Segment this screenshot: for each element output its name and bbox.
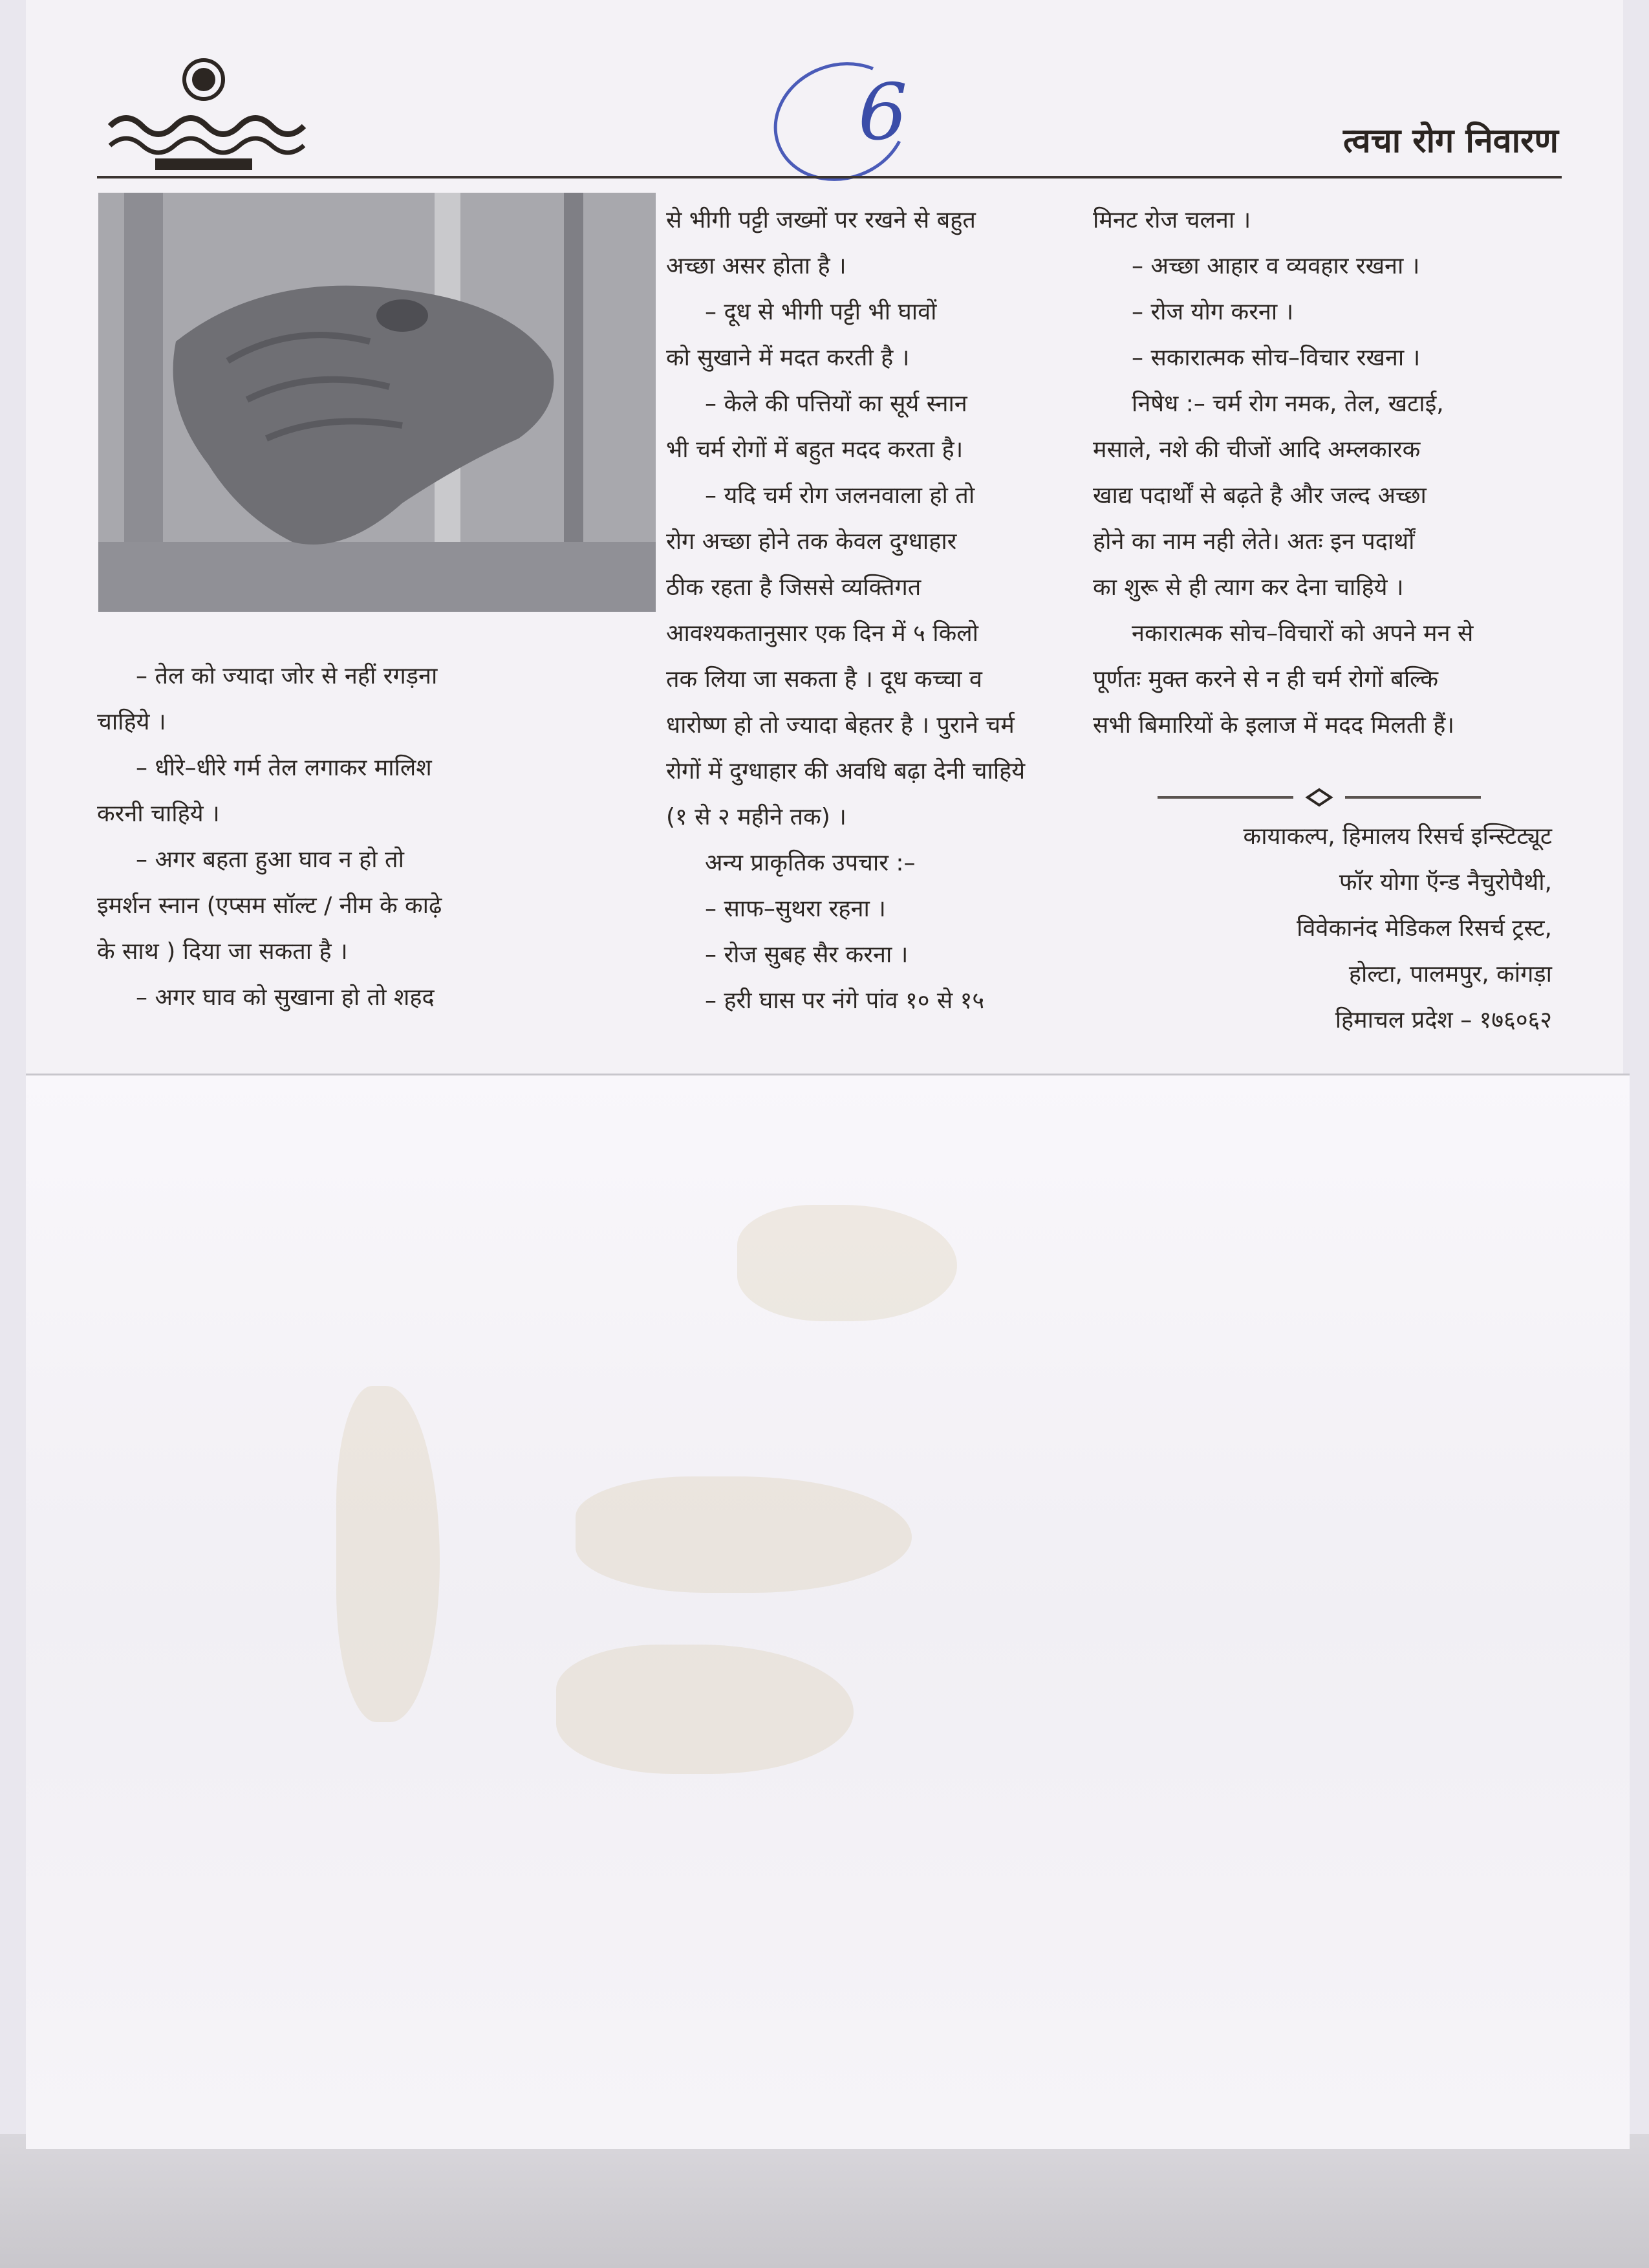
- text-line: रोग अच्छा होने तक केवल दुग्धाहार: [666, 528, 957, 555]
- text-line: रोगों में दुग्धाहार की अवधि बढ़ा देनी चाहिये: [666, 758, 1026, 784]
- article-column-1: [97, 653, 563, 1021]
- paper-stain: [556, 1645, 854, 1774]
- section-title: त्वचा रोग निवारण: [1343, 122, 1558, 160]
- article-column-2: [666, 197, 1061, 1024]
- text-line: को सुखाने में मदत करती है ।: [666, 345, 910, 371]
- hand-photo: [98, 193, 656, 612]
- text-line: – अगर घाव को सुखाना हो तो शहद: [136, 984, 435, 1011]
- blank-lower-sheet: [26, 1074, 1630, 2149]
- paper-stain: [737, 1205, 957, 1321]
- text-line: – हरी घास पर नंगे पांव १० से १५: [705, 988, 985, 1014]
- text-line: – रोज योग करना ।: [1132, 299, 1294, 325]
- text-line: खाद्य पदार्थों से बढ़ते है और जल्द अच्छा: [1093, 482, 1427, 509]
- attribution-line: फॉर योगा ऍन्ड नैचुरोपैथी,: [1339, 869, 1552, 896]
- text-line: आवश्यकतानुसार एक दिन में ५ किलो: [666, 620, 978, 647]
- text-line: मिनट रोज चलना ।: [1093, 207, 1251, 233]
- text-line: – दूध से भीगी पट्टी भी घावों: [705, 299, 937, 325]
- article-column-3: [1093, 197, 1552, 748]
- magazine-logo-icon: [107, 55, 307, 178]
- text-line: पूर्णतः मुक्त करने से न ही चर्म रोगों बल्कि: [1093, 666, 1439, 693]
- text-line: ठीक रहता है जिससे व्यक्तिगत: [666, 574, 921, 601]
- attribution-line: कायाकल्प, हिमालय रिसर्च इन्स्टिट्यूट: [1243, 823, 1552, 850]
- text-line: (१ से २ महीने तक) ।: [666, 804, 846, 830]
- text-line: तक लिया जा सकता है । दूध कच्चा व: [666, 666, 982, 693]
- text-line: के साथ ) दिया जा सकता है ।: [97, 938, 348, 965]
- paper-stain: [576, 1476, 912, 1593]
- text-line: – तेल को ज्यादा जोर से नहीं रगड़ना: [136, 663, 438, 689]
- text-line: अन्य प्राकृतिक उपचार :–: [705, 850, 916, 876]
- text-line: भी चर्म रोगों में बहुत मदद करता है।: [666, 437, 964, 463]
- paper-stain: [336, 1386, 440, 1722]
- text-line: होने का नाम नही लेते। अतः इन पदार्थों: [1093, 528, 1415, 555]
- scanner-bed-edge: [0, 2134, 1649, 2268]
- text-line: – रोज सुबह सैर करना ।: [705, 942, 909, 968]
- diamond-separator-icon: [1158, 788, 1481, 807]
- text-line: इमर्शन स्नान (एप्सम सॉल्ट / नीम के काढ़े: [97, 892, 442, 919]
- text-line: – सकारात्मक सोच–विचार रखना ।: [1132, 345, 1421, 371]
- text-line: – केले की पत्तियों का सूर्य स्नान: [705, 391, 967, 417]
- text-line: करनी चाहिये ।: [97, 801, 220, 827]
- hand-photo-icon: [98, 193, 656, 612]
- text-line: मसाले, नशे की चीजों आदि अम्लकारक: [1093, 437, 1421, 463]
- attribution-block: [1093, 814, 1552, 1043]
- text-line: निषेध :– चर्म रोग नमक, तेल, खटाई,: [1132, 391, 1444, 417]
- text-line: – धीरे–धीरे गर्म तेल लगाकर मालिश: [136, 755, 432, 781]
- text-line: – साफ–सुथरा रहना ।: [705, 896, 886, 922]
- text-line: – यदि चर्म रोग जलनवाला हो तो: [705, 482, 975, 509]
- text-line: – अगर बहता हुआ घाव न हो तो: [136, 847, 404, 873]
- text-line: अच्छा असर होता है ।: [666, 253, 846, 279]
- text-line: का शुरू से ही त्याग कर देना चाहिये ।: [1093, 574, 1404, 601]
- attribution-line: होल्टा, पालमपुर, कांगड़ा: [1348, 961, 1552, 988]
- text-line: – अच्छा आहार व व्यवहार रखना ।: [1132, 253, 1420, 279]
- attribution-line: विवेकानंद मेडिकल रिसर्च ट्रस्ट,: [1297, 915, 1552, 942]
- text-line: चाहिये ।: [97, 709, 166, 735]
- text-line: से भीगी पट्टी जख्मों पर रखने से बहुत: [666, 207, 976, 233]
- text-line: धारोष्ण हो तो ज्यादा बेहतर है । पुराने चर्म: [666, 712, 1015, 739]
- attribution-line: हिमाचल प्रदेश – १७६०६२: [1335, 1007, 1552, 1033]
- handwritten-page-number: 6: [857, 68, 908, 158]
- text-line: सभी बिमारियों के इलाज में मदद मिलती हैं।: [1093, 712, 1454, 739]
- text-line: नकारात्मक सोच–विचारों को अपने मन से: [1132, 620, 1474, 647]
- header-rule: [97, 176, 1562, 178]
